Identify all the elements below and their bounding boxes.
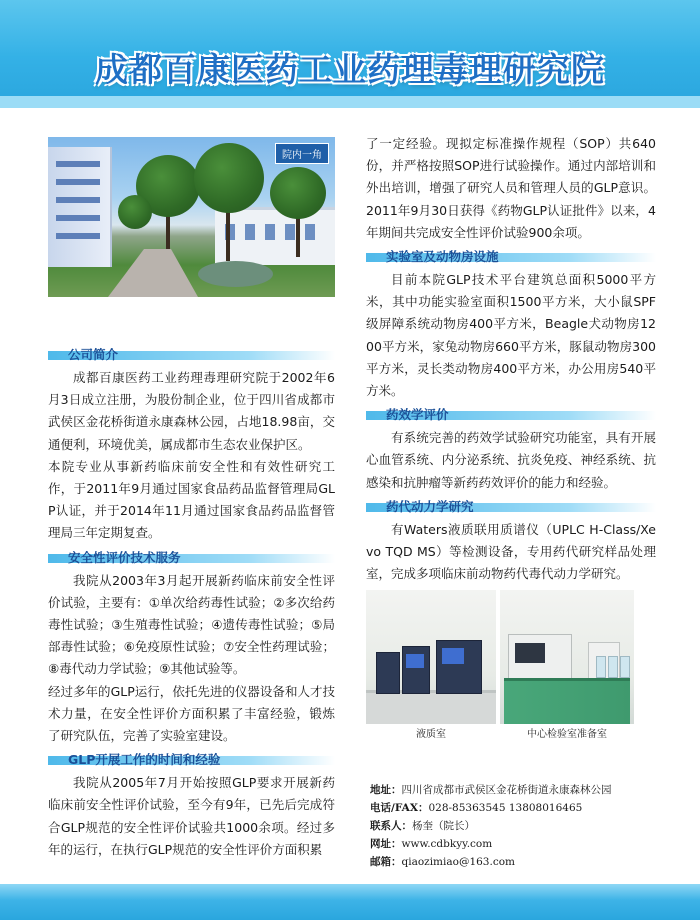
photo-caption: 中心检验室准备室 (500, 724, 634, 746)
photo-tag: 院内一角 (275, 143, 329, 164)
section-title: GLP开展工作的时间和经验 (68, 752, 221, 768)
section-body: 有系统完善的药效学试验研究功能室，具有开展心血管系统、内分泌系统、抗炎免疫、神经系统、抗感染和抗肿瘤等新药药效评价的能力和经验。 (366, 430, 656, 490)
section-body: 了一定经验。现拟定标准操作规程（SOP）共640份，并严格按照SOP进行试验操作。通过内部培训和外出培训，增强了研究人员和管理人员的GLP意识。2011年9月30日获得《药物GLP认证批件》以来，4年期间共完成安全性评价试验900余项。 (366, 136, 656, 240)
section-body: 目前本院GLP技术平台建筑总面积5000平方米，其中功能实验室面积1500平方米，大小鼠SPF级屏障系统动物房400平方米，Beagle犬动物房1200平方米，家兔动物房660平方米，豚鼠动物房300平方米，灵长类动物房400平方米，办公用房540平方米。 (366, 272, 656, 399)
right-column (366, 133, 656, 585)
section-heading (48, 344, 335, 364)
website-link[interactable]: www.cdbkyy.com (401, 838, 493, 850)
building-left (48, 147, 112, 267)
section-body: 我院从2005年7月开始按照GLP要求开展新药临床前安全性评价试验，至今有9年，已先后完成符合GLP规范的安全性评价试验共1000余项。经过多年的运行，在执行GLP规范的安全性评价方面积累 (48, 775, 335, 857)
campus-pond (198, 261, 273, 287)
lab-prep-room-photo (500, 590, 634, 746)
section-heading (366, 404, 656, 424)
section-title: 安全性评价技术服务 (68, 549, 181, 565)
email-link[interactable]: qiaozimiao@163.com (401, 856, 515, 868)
section-title: 公司简介 (68, 347, 119, 362)
campus-photo (48, 137, 335, 297)
left-column (48, 342, 335, 861)
lcms-room-photo (366, 590, 496, 746)
section-heading (366, 246, 656, 266)
header-stripe (0, 96, 700, 108)
contact-phone: 电话/FAX：028-85363545 13808016465 (370, 802, 583, 814)
section-title: 实验室及动物房设施 (386, 249, 499, 265)
section-body: 经过多年的GLP运行，依托先进的仪器设备和人才技术力量，在安全性评价方面积累了丰富经验，锻炼了研究队伍，完善了实验室建设。 (48, 683, 335, 744)
section-body: 成都百康医药工业药理毒理研究院于2002年6月3日成立注册，为股份制企业，位于四川省成都市武侯区金花桥街道永康森林公园，占地18.98亩，交通便利，环境优美，属成都市生态农业保护区。 (48, 370, 335, 452)
section-body: 我院从2003年3月起开展新药临床前安全性评价试验，主要有：①单次给药毒性试验；②多次给药毒性试验；③生殖毒性试验；④遗传毒性试验；⑤局部毒性试验；⑥免疫原性试验；⑦安全性药理试验；⑧毒代动力学试验；⑨其他试验等。 (48, 572, 335, 677)
section-body: 有Waters液质联用质谱仪（UPLC H-Class/Xevo TQD MS）等检测设备，专用药代研究样品处理室，完成多项临床前动物药代毒代动力学研究。 (366, 521, 656, 582)
contact-website: 网址：www.cdbkyy.com (370, 838, 493, 850)
section-title: 药效学评价 (386, 407, 449, 423)
campus-road (108, 249, 198, 297)
footer-band (0, 884, 700, 920)
page-title: 成都百康医药工业药理毒理研究院 (95, 50, 605, 89)
contact-address: 地址：四川省成都市武侯区金花桥街道永康森林公园 (370, 784, 612, 796)
photo-caption: 液质室 (366, 724, 496, 746)
section-heading (48, 547, 335, 567)
section-body: 本院专业从事新药临床前安全性和有效性研究工作，于2011年9月通过国家食品药品监督管理局GLP认证，并于2014年11月通过国家食品药品监督管理局三年定期复查。 (48, 458, 335, 541)
building-right (215, 207, 335, 265)
section-heading (366, 496, 656, 516)
section-heading (48, 749, 335, 769)
section-title: 药代动力学研究 (386, 498, 474, 514)
contact-block (370, 781, 670, 871)
contact-email: 邮箱：qiaozimiao@163.com (370, 856, 515, 868)
contact-person: 联系人：杨奎（院长） (370, 820, 475, 832)
